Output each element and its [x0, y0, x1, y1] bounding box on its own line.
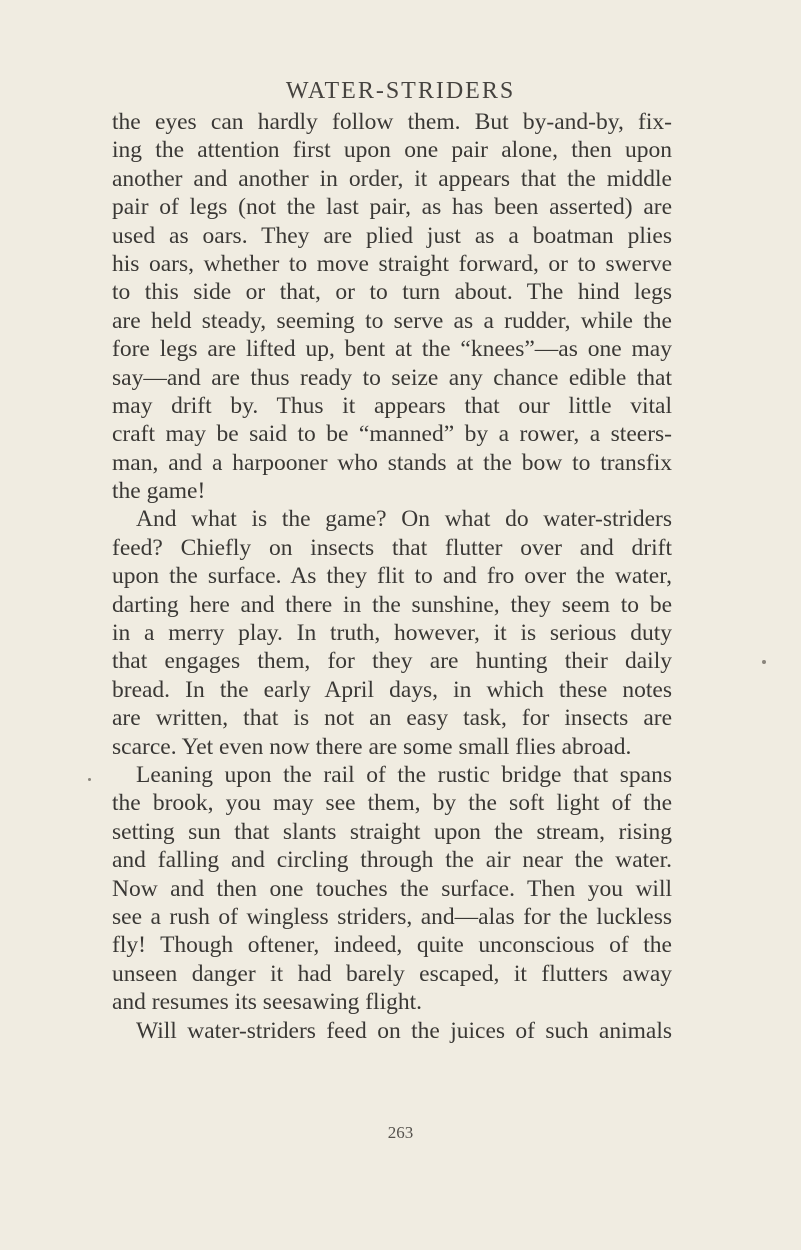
text-line: And what is the game? On what do water-striders [136, 506, 672, 533]
text-line: Will water-striders feed on the juices of such animals [136, 1017, 672, 1044]
text-line: feed? Chiefly on insects that flutter over and drift [112, 534, 672, 561]
text-line: and resumes its seesawing flight. [112, 989, 423, 1016]
text-line: the brook, you may see them, by the soft light of the [112, 790, 672, 817]
text-line: the game! [112, 478, 206, 505]
text-line: his oars, whether to move straight forward, or to swerve [112, 250, 672, 277]
text-line: ing the attention first upon one pair alone, then upon [112, 137, 672, 164]
text-line: scarce. Yet even now there are some small flies abroad. [112, 733, 632, 760]
text-line: see a rush of wingless striders, and—alas for the luckless [112, 903, 672, 930]
text-line: that engages them, for they are hunting their daily [112, 648, 672, 675]
page-number: 263 [387, 1123, 414, 1142]
text-line: darting here and there in the sunshine, they seem to be [112, 591, 672, 618]
text-line: in a merry play. In truth, however, it is serious duty [112, 620, 672, 647]
text-line: man, and a harpooner who stands at the bow to transfix [112, 449, 672, 476]
text-line: setting sun that slants straight upon the stream, rising [112, 818, 672, 845]
text-line: may drift by. Thus it appears that our little vital [112, 392, 672, 419]
text-line: Now and then one touches the surface. Then you will [112, 875, 672, 902]
text-line: fore legs are lifted up, bent at the “knees”—as one may [112, 336, 672, 363]
text-line: another and another in order, it appears that the middle [112, 165, 672, 192]
text-line: Leaning upon the rail of the rustic bridge that spans [136, 761, 672, 788]
body-text [112, 108, 672, 1045]
text-line: to this side or that, or to turn about. The hind legs [112, 279, 672, 306]
text-line: fly! Though oftener, indeed, quite unconscious of the [112, 932, 672, 959]
text-line: upon the surface. As they flit to and fro over the water, [112, 563, 672, 590]
text-line: are held steady, seeming to serve as a rudder, while the [112, 307, 672, 334]
paper-speck [762, 660, 766, 664]
text-line: are written, that is not an easy task, for insects are [112, 705, 672, 732]
paper-speck [88, 778, 91, 781]
text-line: unseen danger it had barely escaped, it flutters away [112, 960, 672, 987]
text-line: used as oars. They are plied just as a boatman plies [112, 222, 672, 249]
text-line: craft may be said to be “manned” by a rower, a steers- [112, 421, 672, 448]
text-line: bread. In the early April days, in which these notes [112, 676, 672, 703]
running-head: WATER-STRIDERS [285, 78, 516, 104]
text-line: the eyes can hardly follow them. But by-and-by, fix- [112, 109, 672, 135]
text-line: and falling and circling through the air near the water. [112, 847, 672, 874]
text-line: say—and are thus ready to seize any chance edible that [112, 364, 672, 391]
text-line: pair of legs (not the last pair, as has been asserted) are [112, 194, 672, 221]
